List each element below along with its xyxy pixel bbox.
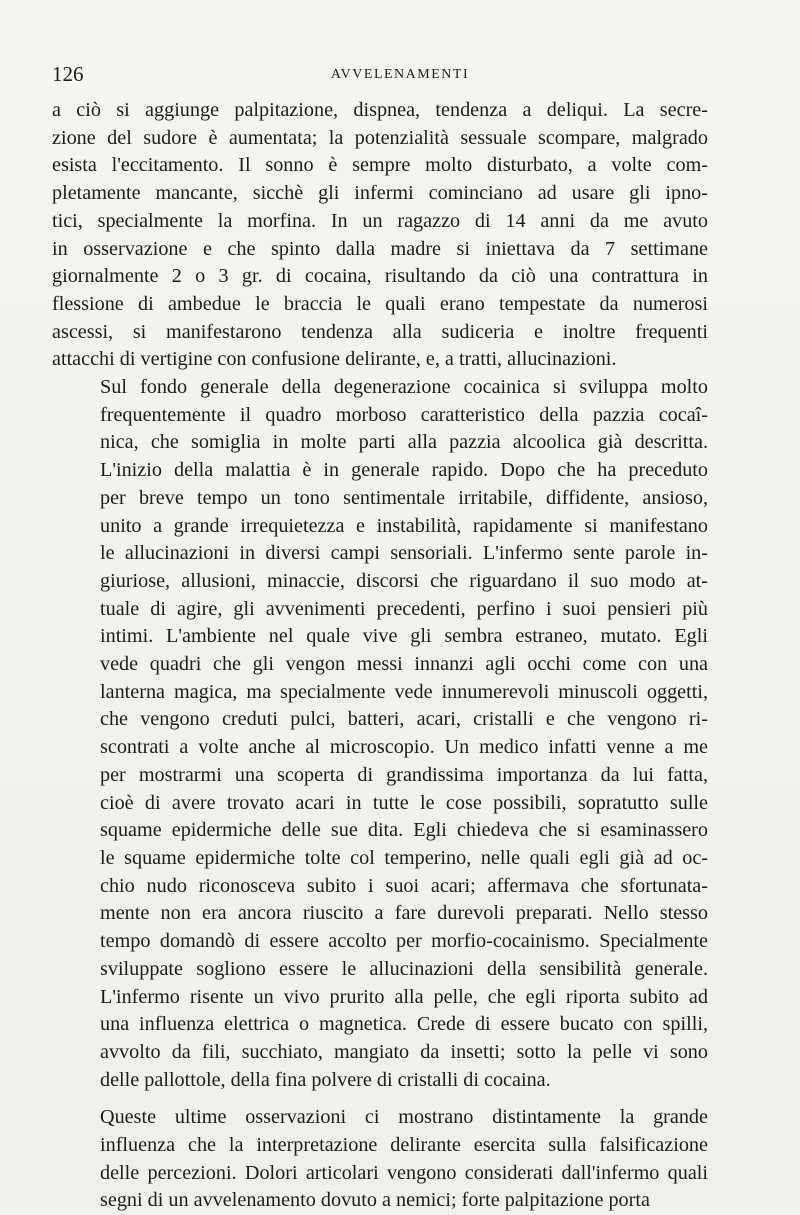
text-line: flessione di ambedue le braccia le quali erano tempestate da numerosi bbox=[52, 292, 708, 315]
text-line: scontrati a volte anche al microscopio. Un medico infatti venne a me bbox=[100, 736, 708, 759]
text-line: frequentemente il quadro morboso caratteristico della pazzia cocaî- bbox=[100, 403, 708, 426]
text-line: nica, che somiglia in molte parti alla pazzia alcoolica già descritta. bbox=[100, 431, 708, 454]
text-line: L'infermo risente un vivo prurito alla pelle, che egli riporta subito ad bbox=[100, 985, 708, 1008]
text-line: vede quadri che gli vengon messi innanzi agli occhi come con una bbox=[100, 653, 708, 676]
text-line: Sul fondo generale della degenerazione cocainica si sviluppa molto bbox=[100, 376, 708, 399]
text-line: una influenza elettrica o magnetica. Crede di essere bucato con spilli, bbox=[100, 1013, 708, 1036]
text-line: intimi. L'ambiente nel quale vive gli sembra estraneo, mutato. Egli bbox=[100, 625, 708, 648]
text-line: tuale di agire, gli avvenimenti precedenti, perfino i suoi pensieri più bbox=[100, 597, 708, 620]
text-line: giuriose, allusioni, minaccie, discorsi che riguardano il suo modo at- bbox=[100, 569, 708, 592]
text-line: giornalmente 2 o 3 gr. di cocaina, risultando da ciò una contrattura in bbox=[52, 265, 708, 288]
body-text bbox=[52, 97, 708, 1215]
text-line: le allucinazioni in diversi campi sensoriali. L'infermo sente parole in- bbox=[100, 542, 708, 565]
text-line: influenza che la interpretazione delirante esercita sulla falsificazione bbox=[100, 1134, 708, 1157]
text-line: L'inizio della malattia è in generale rapido. Dopo che ha preceduto bbox=[100, 459, 708, 482]
text-line: mente non era ancora riuscito a fare durevoli preparati. Nello stesso bbox=[100, 902, 708, 925]
text-line: a ciò si aggiunge palpitazione, dispnea, tendenza a deliqui. La secre- bbox=[52, 99, 708, 121]
text-line: squame epidermiche delle sue dita. Egli chiedeva che si esaminassero bbox=[100, 819, 708, 842]
text-line: sviluppate sogliono essere le allucinazioni della sensibilità generale. bbox=[100, 957, 708, 980]
text-line: esista l'eccitamento. Il sonno è sempre molto disturbato, a volte com- bbox=[52, 154, 708, 177]
text-line: per breve tempo un tono sentimentale irritabile, diffidente, ansioso, bbox=[100, 486, 708, 509]
text-line: tici, specialmente la morfina. In un ragazzo di 14 anni da me avuto bbox=[52, 209, 708, 232]
text-line: per mostrarmi una scoperta di grandissima importanza da lui fatta, bbox=[100, 763, 708, 786]
text-line: unito a grande irrequietezza e instabilità, rapidamente si manifestano bbox=[100, 514, 708, 537]
page-number: 126 bbox=[52, 62, 84, 86]
text-line: tempo domandò di essere accolto per morfio-cocainismo. Specialmente bbox=[100, 930, 708, 953]
paragraph-2 bbox=[52, 374, 708, 1094]
text-line: delle pallottole, della fina polvere di cristalli di cocaina. bbox=[100, 1068, 551, 1091]
text-line: le squame epidermiche tolte col temperino, nelle quali egli già ad oc- bbox=[100, 846, 708, 869]
paragraph-1 bbox=[52, 97, 708, 374]
text-line: Queste ultime osservazioni ci mostrano distintamente la grande bbox=[100, 1106, 708, 1129]
text-line: che vengono creduti pulci, batteri, acari, cristalli e che vengono ri- bbox=[100, 708, 708, 731]
text-line: pletamente mancante, sicchè gli infermi cominciano ad usare gli ipno- bbox=[52, 182, 708, 205]
running-title: AVVELENAMENTI bbox=[330, 67, 470, 82]
text-line: cioè di avere trovato acari in tutte le cose possibili, sopratutto sulle bbox=[100, 791, 708, 814]
text-line: lanterna magica, ma specialmente vede innumerevoli minuscoli oggetti, bbox=[100, 680, 708, 703]
page-header bbox=[52, 62, 748, 90]
text-line: segni di un avvelenamento dovuto a nemici; forte palpitazione porta bbox=[100, 1189, 650, 1212]
text-line: ascessi, si manifestarono tendenza alla sudiceria e inoltre frequenti bbox=[52, 320, 708, 343]
paragraph-3 bbox=[52, 1104, 708, 1215]
text-line: avvolto da fili, succhiato, mangiato da insetti; sotto la pelle vi sono bbox=[100, 1040, 708, 1063]
text-line: chio nudo riconosceva subito i suoi acari; affermava che sfortunata- bbox=[100, 874, 708, 897]
text-line: delle percezioni. Dolori articolari vengono considerati dall'infermo quali bbox=[100, 1161, 708, 1184]
text-line: attacchi di vertigine con confusione delirante, e, a tratti, allucinazioni. bbox=[52, 348, 617, 371]
text-line: in osservazione e che spinto dalla madre si iniettava da 7 settimane bbox=[52, 237, 708, 260]
text-line: zione del sudore è aumentata; la potenzialità sessuale scompare, malgrado bbox=[52, 126, 708, 149]
